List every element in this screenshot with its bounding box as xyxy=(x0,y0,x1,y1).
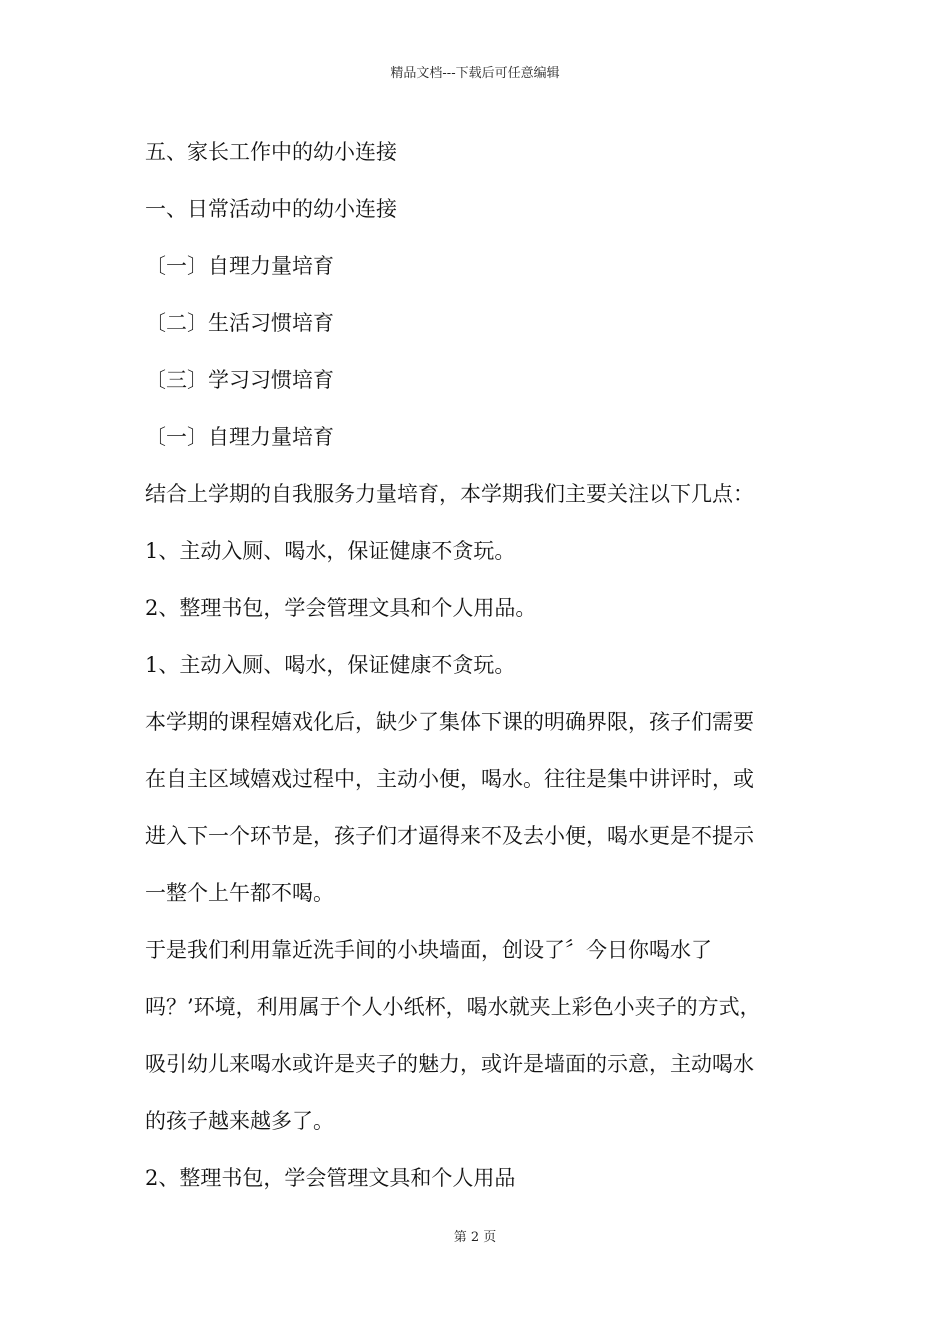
page-header: 精品文档---下载后可任意编辑 xyxy=(390,66,560,81)
paragraph-line: 吗？’环境，利用属于个人小纸杯，喝水就夹上彩色小夹子的方式， xyxy=(145,995,761,1019)
heading-parent-work: 五、家长工作中的幼小连接 xyxy=(145,140,397,164)
paragraph-line: 本学期的课程嬉戏化后，缺少了集体下课的明确界限，孩子们需要 xyxy=(145,710,754,734)
paragraph-intro: 结合上学期的自我服务力量培育，本学期我们主要关注以下几点： xyxy=(145,482,754,506)
list-item-life-habits: 〔二〕生活习惯培育 xyxy=(145,311,334,335)
paragraph-line: 的孩子越来越多了。 xyxy=(145,1109,334,1133)
document-body xyxy=(145,133,811,1216)
paragraph-line: 一整个上午都不喝。 xyxy=(145,881,334,905)
paragraph-line: 吸引幼儿来喝水或许是夹子的魅力，或许是墙面的示意，主动喝水 xyxy=(145,1052,754,1076)
subheading-point-2: 2、整理书包，学会管理文具和个人用品 xyxy=(145,1166,516,1190)
paragraph-line: 于是我们利用靠近洗手间的小块墙面，创设了〞今日你喝水了 xyxy=(145,938,712,962)
point-2: 2、整理书包，学会管理文具和个人用品。 xyxy=(145,596,537,620)
paragraph-line: 在自主区域嬉戏过程中，主动小便，喝水。往往是集中讲评时，或 xyxy=(145,767,754,791)
subheading-point-1: 1、主动入厕、喝水，保证健康不贪玩。 xyxy=(145,653,516,677)
subheading-self-care: 〔一〕自理力量培育 xyxy=(145,425,334,449)
point-1: 1、主动入厕、喝水，保证健康不贪玩。 xyxy=(145,539,516,563)
paragraph-line: 进入下一个环节是，孩子们才逼得来不及去小便，喝水更是不提示 xyxy=(145,824,754,848)
list-item-self-care: 〔一〕自理力量培育 xyxy=(145,254,334,278)
heading-daily-activities: 一、日常活动中的幼小连接 xyxy=(145,197,397,221)
list-item-study-habits: 〔三〕学习习惯培育 xyxy=(145,368,334,392)
page-number: 第 2 页 xyxy=(453,1230,497,1245)
